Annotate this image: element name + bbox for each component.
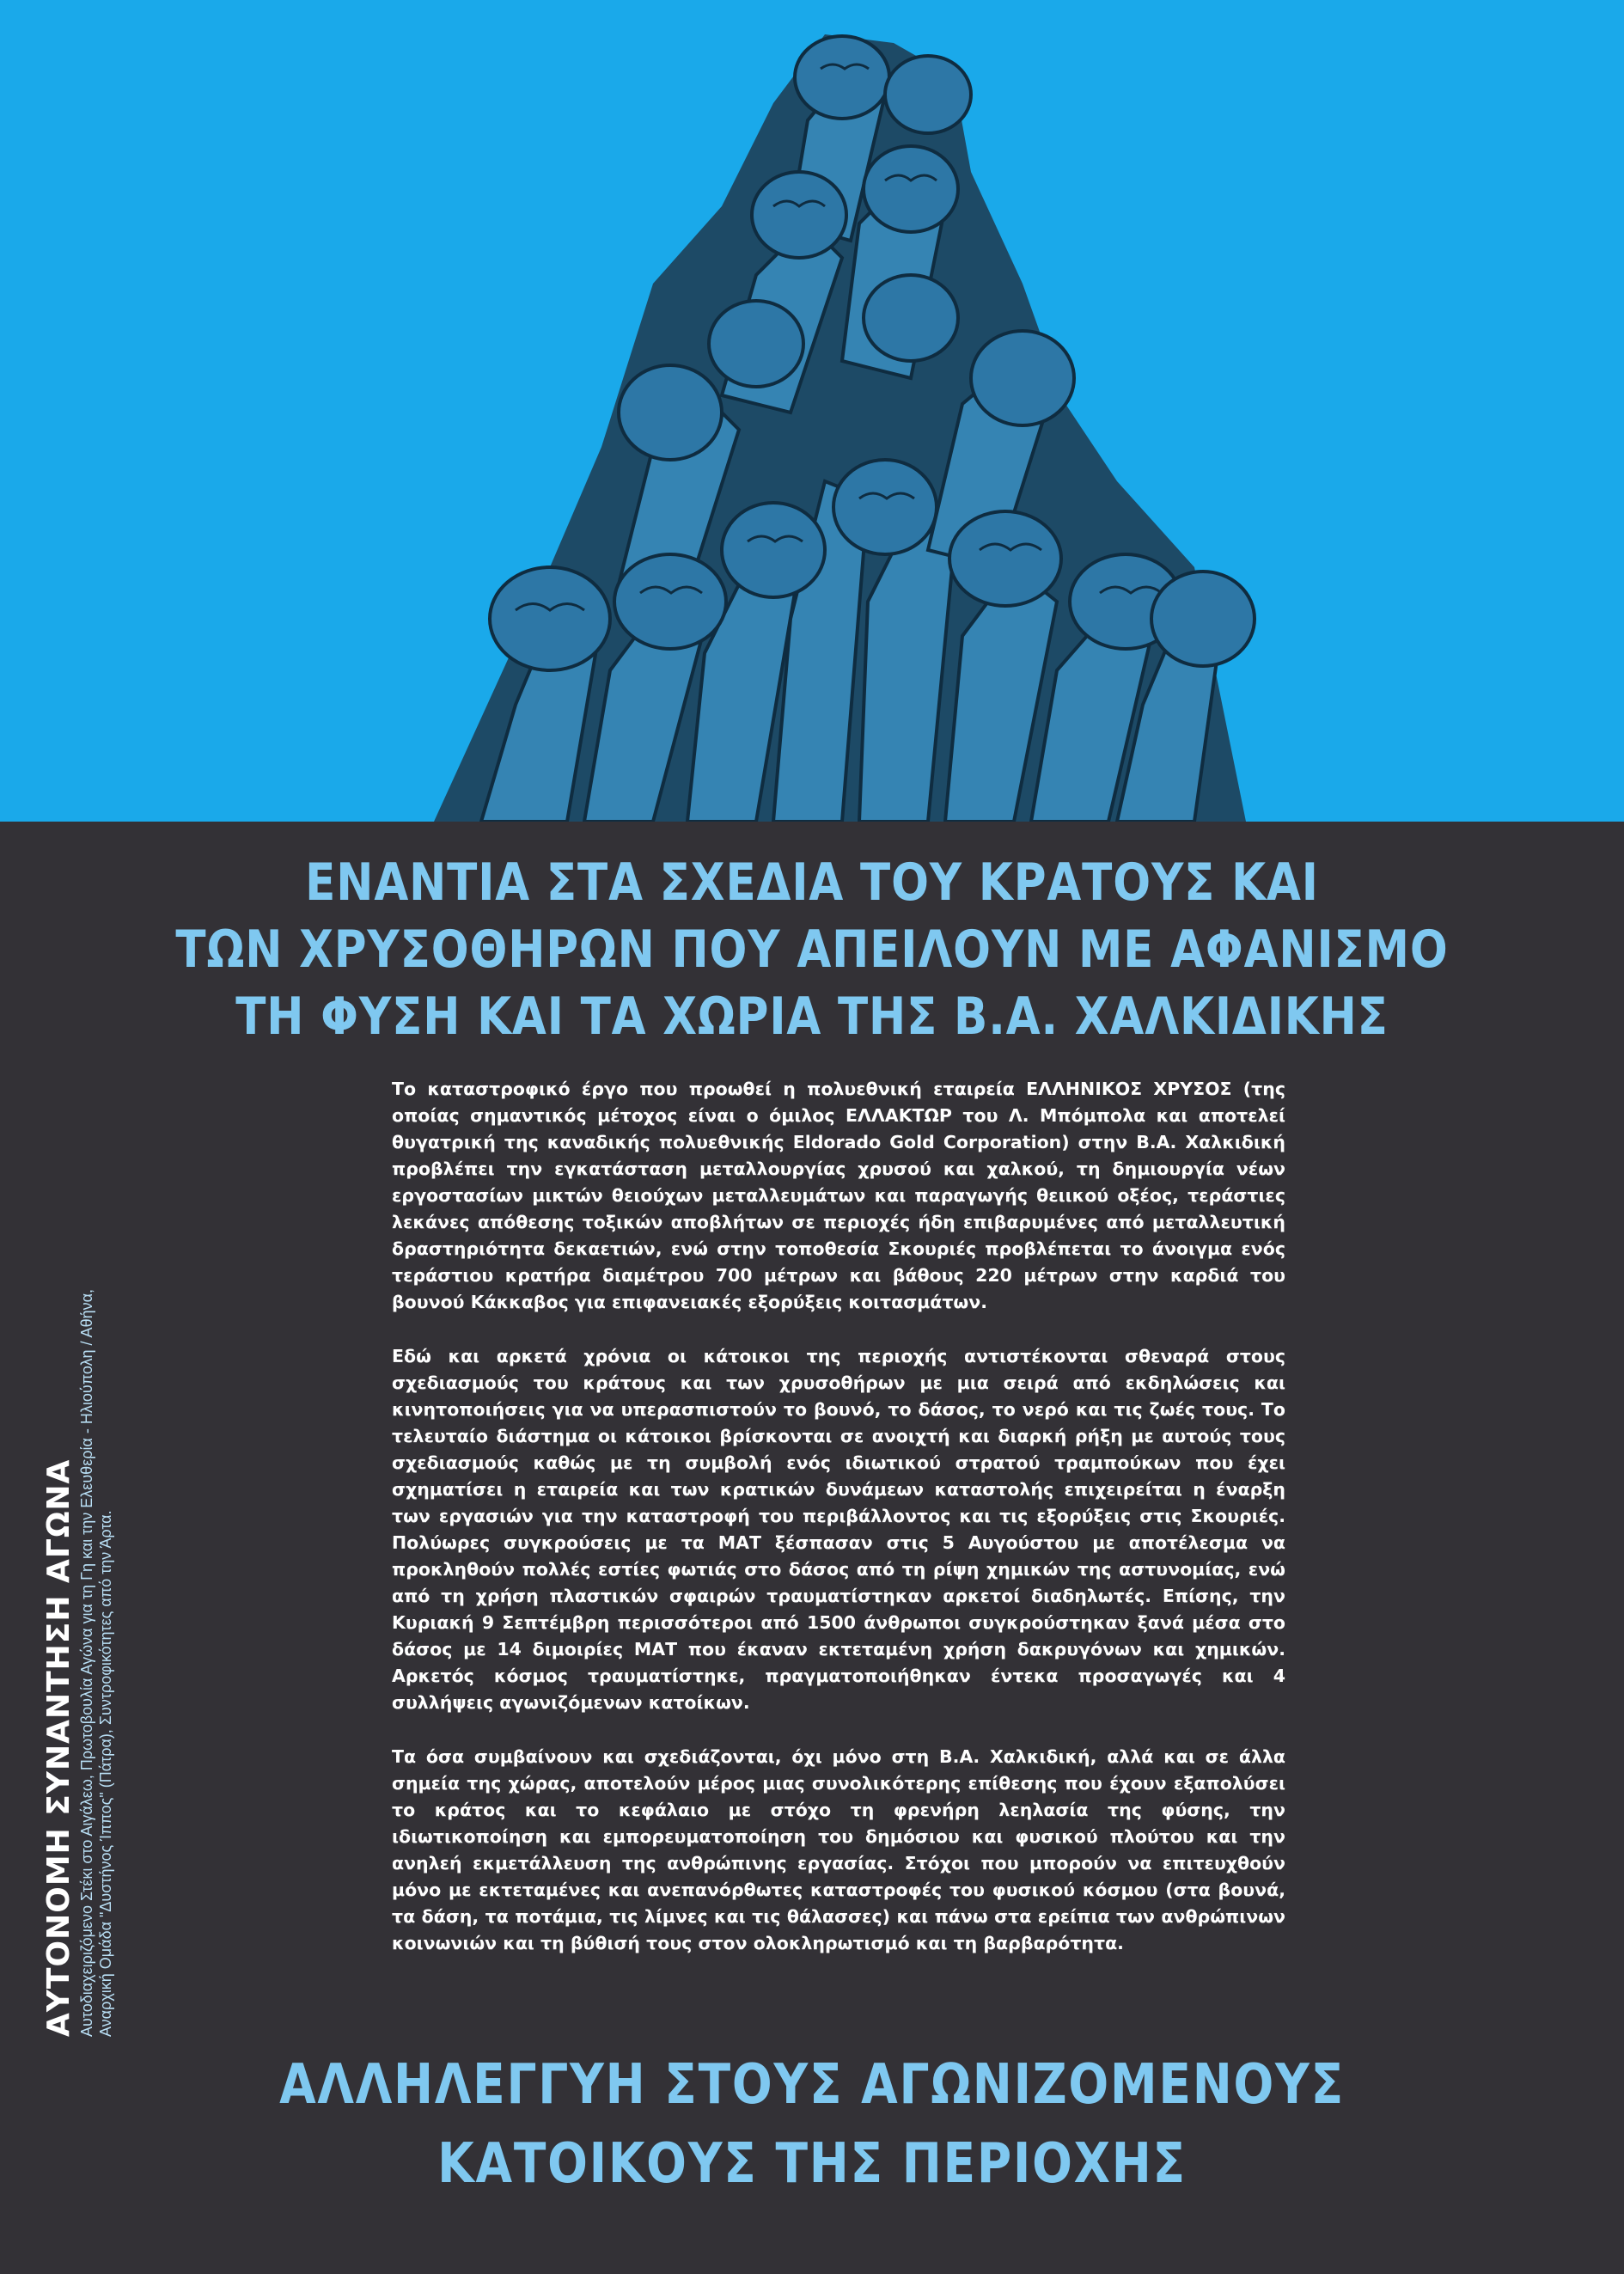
headline-line: ΕΝΑΝΤΙΑ ΣΤΑ ΣΧΕΔΙΑ ΤΟΥ ΚΡΑΤΟΥΣ ΚΑΙ: [305, 853, 1319, 913]
body-text: [392, 1076, 1285, 1984]
side-info-line: Αναρχική Ομάδα "Δυστήνος Ίππος" (Πάτρα), Συντροφικότητες από την Άρτα.: [97, 1510, 114, 2037]
slogan-line: ΚΑΤΟΙΚΟΥΣ ΤΗΣ ΠΕΡΙΟΧΗΣ: [437, 2132, 1187, 2196]
headline-line: ΤΩΝ ΧΡΥΣΟΘΗΡΩΝ ΠΟΥ ΑΠΕΙΛΟΥΝ ΜΕ ΑΦΑΝΙΣΜΟ: [175, 920, 1449, 980]
headline: [113, 849, 1510, 1050]
slogan-line: ΑΛΛΗΛΕΓΓΥΗ ΣΤΟΥΣ ΑΓΩΝΙΖΟΜΕΝΟΥΣ: [279, 2053, 1345, 2117]
raised-fists-icon: [0, 0, 1624, 822]
side-credits: [41, 1074, 144, 2037]
headline-line: ΤΗ ΦΥΣΗ ΚΑΙ ΤΑ ΧΩΡΙΑ ΤΗΣ Β.Α. ΧΑΛΚΙΔΙΚΗΣ: [235, 987, 1389, 1047]
illustration-band: [0, 0, 1624, 822]
body-paragraph: Εδώ και αρκετά χρόνια οι κάτοικοι της περιοχής αντιστέκονται σθεναρά στους σχεδιασμούς του κράτους και των χρυσοθήρων με μια σειρά από εκδηλώσεις και κινητοποιήσεις για να υπερασπιστούν το βουνό, το δάσος, το νερό και τις ζωές τους. Το τελευταίο διάστημα οι κάτοικοι βρίσκονται σε ανοιχτή και διαρκή ρήξη με αυτούς τους σχεδιασμούς καθώς με τη συμβολή ενός ιδιωτικού στρατού τραμπούκων που έχει σχηματίσει η εταιρεία και των κρατικών δυνάμεων καταστολής επιχειρείται η έναρξη των εργασιών για την καταστροφή του περιβάλλοντος και τις εξορύξεις στις Σκουριές. Πολύωρες συγκρούσεις με τα ΜΑΤ ξέσπασαν στις 5 Αυγούστου με αποτέλεσμα να προκληθούν πολλές εστίες φωτιάς στο δάσος από τη ρίψη χημικών της αστυνομίας, ενώ από τη χρήση πλαστικών σφαιρών τραυματίστηκαν αρκετοί διαδηλωτές. Επίσης, την Κυριακή 9 Σεπτέμβρη περισσότεροι από 1500 άνθρωποι συγκρούστηκαν ξανά μέσα στο δάσος με 14 διμοιρίες ΜΑΤ που έκαναν εκτεταμένη χρήση δακρυγόνων και χημικών. Αρκετός κόσμος τραυματίστηκε, πραγματοποιήθηκαν έντεκα προσαγωγές και 4 συλλήψεις αγωνιζόμενων κατοίκων.: [392, 1346, 1285, 1713]
side-title: ΑΥΤΟΝΟΜΗ ΣΥΝΑΝΤΗΣΗ ΑΓΩΝΑ: [41, 1458, 76, 2037]
body-paragraph: Το καταστροφικό έργο που προωθεί η πολυεθνική εταιρεία ΕΛΛΗΝΙΚΟΣ ΧΡΥΣΟΣ (της οποίας σημαντικός μέτοχος είναι ο όμιλος ΕΛΛΑΚΤΩΡ του Λ. Μπόμπολα και αποτελεί θυγατρική της καναδικής πολυεθνικής Eldorado Gold Corporation) στην Β.Α. Χαλκιδική προβλέπει την εγκατάσταση μεταλλουργίας χρυσού και χαλκού, τη δημιουργία νέων εργοστασίων μικτών θειούχων μεταλλευμάτων και παραγωγής θειικού οξέος, τεράστιες λεκάνες απόθεσης τοξικών αποβλήτων σε περιοχές ήδη επιβαρυμένες από μεταλλευτική δραστηριότητα δεκαετιών, ενώ στην τοποθεσία Σκουριές προβλέπεται το άνοιγμα ενός τεράστιου κρατήρα διαμέτρου 700 μέτρων και βάθους 220 μέτρων στην καρδιά του βουνού Κάκκαβος για επιφανειακές εξορύξεις κοιτασμάτων.: [392, 1079, 1285, 1312]
body-paragraph: Τα όσα συμβαίνουν και σχεδιάζονται, όχι μόνο στη Β.Α. Χαλκιδική, αλλά και σε άλλα σημεία της χώρας, αποτελούν μέρος μιας συνολικότερης επίθεσης που έχουν εξαπολύσει το κράτος και το κεφάλαιο με στόχο τη φρενήρη λεηλασία της φύσης, την ιδιωτικοποίηση και εμπορευματοποίηση του δημόσιου και φυσικού πλούτου και την ανηλεή εκμετάλλευση της ανθρώπινης εργασίας. Στόχοι που μπορούν να επιτευχθούν μόνο με εκτεταμένες και ανεπανόρθωτες καταστροφές του φυσικού κόσμου (στα βουνά, τα δάση, τα ποτάμια, τις λίμνες και τις θάλασσες) και πάνω στα ερείπια των ανθρώπινων κοινωνιών και τη βύθισή τους στον ολοκληρωτισμό και τη βαρβαρότητα.: [392, 1746, 1285, 1953]
side-info-line: Αυτοδιαχειριζόμενο Στέκι στο Αιγάλεω, Πρωτοβουλία Αγώνα για τη Γη και την Ελευθερία - Ηλιούπολη / Αθήνα,: [78, 1289, 95, 2037]
slogan: [113, 2045, 1510, 2204]
